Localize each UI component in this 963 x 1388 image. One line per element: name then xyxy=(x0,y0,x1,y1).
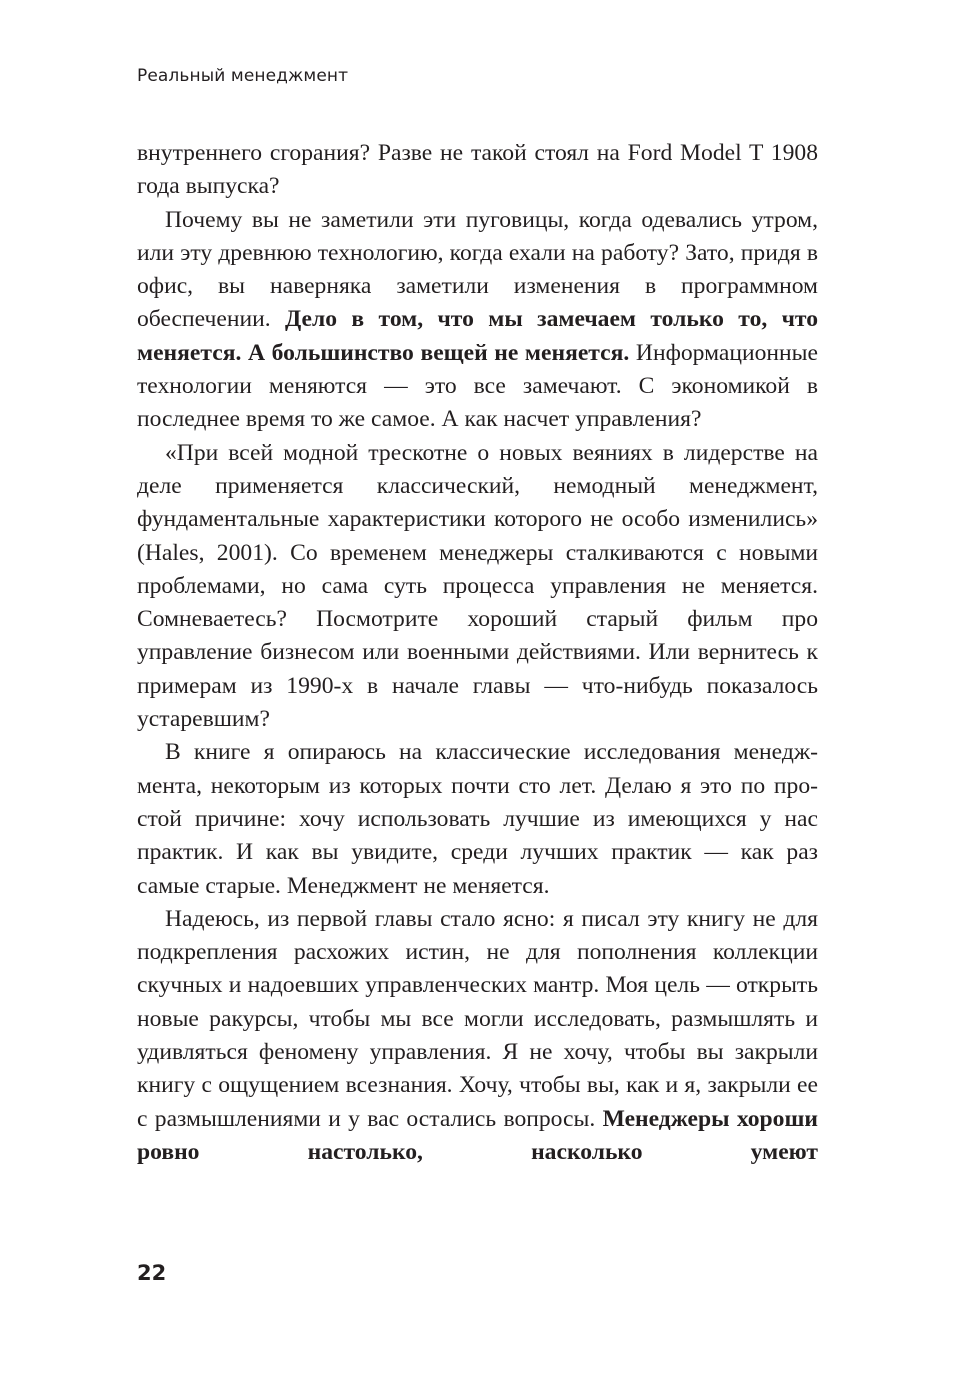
running-header: Реальный менеджмент xyxy=(137,66,349,86)
paragraph xyxy=(137,204,818,437)
text-segment: «При всей модной трескотне о новых веяниях в лидерстве на деле применяется классический, немодный менеджмент, фундаментальные характеристики которого не особо изменились» (Hales, 2001). Со временем менеджеры сталкиваются с новыми проблемами, но сама суть процесса управления не меняется. Сомневаетесь? Посмотрите хороший старый фильм про управление бизнесом или военными действиями. Или вернитесь к примерам из 1990-х в начале главы — что-нибудь показалось устаревшим? xyxy=(137,439,818,733)
paragraph xyxy=(137,903,818,1169)
page-body xyxy=(137,137,818,1169)
bold-text-segment: Дело в том, что мы замечаем только то, что меняется. А большинство вещей не меняется. xyxy=(137,306,819,366)
paragraph xyxy=(137,437,818,737)
text-segment: внутреннего сгорания? Разве не такой стоял на Ford Model T 1908 года выпуска? xyxy=(137,140,818,200)
text-segment: Информационные технологии меняются — это все замечают. С экономикой в последнее время то же самое. А как насчет управления? xyxy=(137,339,818,433)
text-segment: Почему вы не заметили эти пуговицы, когда одевались утром, или эту древнюю технологию, когда ехали на работу? Зато, придя в офис, вы наверняка заметили изменения в программном обеспечении. xyxy=(137,206,818,333)
bold-text-segment: Менеджеры хороши ровно настолько, насколько умеют xyxy=(137,1105,818,1165)
page-number: 22 xyxy=(137,1261,167,1285)
text-segment: Надеюсь, из первой главы стало ясно: я писал эту книгу не для подкрепления расхожих истин, не для пополнения коллекции скучных и надоевших управленческих мантр. Моя цель — открыть новые ракурсы, чтобы мы все могли исследовать, размышлять и удивляться феномену управления. Я не хочу, чтобы вы закрыли книгу с ощущением всезнания. Хочу, чтобы вы, как и я, закрыли ее с размышлениями и у вас остались вопросы. xyxy=(137,905,818,1132)
paragraph xyxy=(137,137,818,204)
text-segment: В книге я опираюсь на классические исследования менеджмента, некоторым из которых почти сто лет. Делаю я это по простой причине: хочу использовать лучшие из имеющихся у нас практик. И как вы увидите, среди лучших практик — как раз самые старые. Менеджмент не меняется. xyxy=(137,739,818,899)
paragraph xyxy=(137,736,818,902)
